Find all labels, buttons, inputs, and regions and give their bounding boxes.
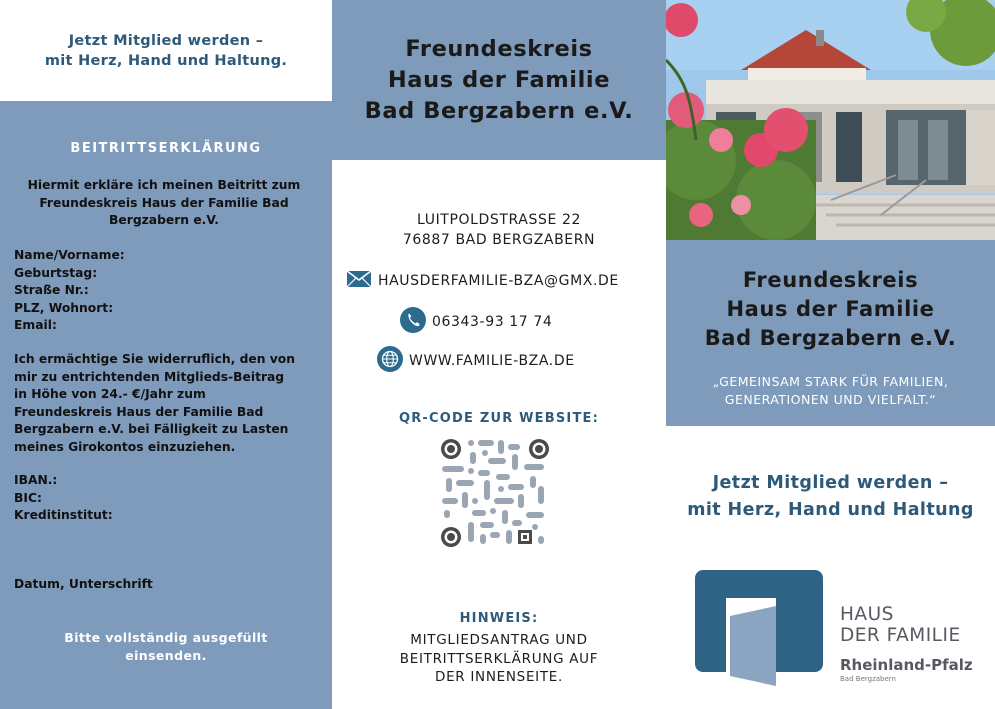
mandate-line: Bergzabern e.V. bei Fälligkeit zu Lasten (14, 422, 289, 436)
hint-line: MITGLIEDSANTRAG UND (410, 632, 588, 648)
logo-text-haus (840, 604, 961, 646)
field-bank-label: Kreditinstitut: (14, 508, 113, 522)
logo-text-town: Bad Bergzabern (840, 675, 896, 683)
field-street-label: Straße Nr.: (14, 283, 89, 297)
right-title-line-3: Bad Bergzabern e.V. (704, 326, 957, 350)
org-title-line-2: Haus der Familie (387, 66, 611, 93)
date-signature-label: Datum, Unterschrift (14, 577, 153, 591)
mandate-line: meines Girokontos einzuziehen. (14, 439, 236, 454)
tagline-line-2: mit Herz, Hand und Haltung. (44, 52, 288, 69)
door-logo-icon (690, 566, 830, 691)
org-title-line-3: Bad Bergzabern e.V. (364, 97, 634, 124)
address (332, 210, 666, 250)
quote-line-2: GENERATIONEN UND VIELFALT.“ (724, 392, 937, 407)
left-tagline-panel (0, 0, 332, 101)
right-title-line-1: Freundeskreis (742, 268, 919, 292)
qr-code-title: QR-CODE ZUR WEBSITE: (398, 411, 600, 426)
tagline-line-1: Jetzt Mitglied werden – (68, 32, 264, 49)
hint-text (332, 631, 666, 687)
hint-title: HINWEIS: (459, 611, 539, 626)
form-note-line: einsenden. (125, 648, 207, 663)
address-city: 76887 BAD BERGZABERN (402, 232, 596, 248)
logo-text-region: Rheinland-Pfalz (840, 656, 973, 674)
field-city-label: PLZ, Wohnort: (14, 300, 114, 315)
email-link[interactable]: HAUSDERFAMILIE-BZA@GMX.DE (378, 273, 619, 289)
envelope-icon (346, 270, 372, 292)
right-title-line-2: Haus der Familie (726, 297, 935, 321)
field-iban-label: IBAN.: (14, 473, 58, 487)
phone-number[interactable]: 06343-93 17 74 (432, 314, 553, 330)
right-title-panel (666, 240, 995, 426)
form-intro-line: Freundeskreis Haus der Familie Bad (39, 195, 289, 210)
org-title-line-1: Freundeskreis (405, 35, 593, 62)
hint-line: BEITRITTSERKLÄRUNG AUF (399, 650, 599, 667)
right-tagline (666, 470, 995, 524)
web-row (377, 346, 575, 376)
form-note-line: Bitte vollständig ausgefüllt (64, 630, 268, 645)
field-email-label: Email: (14, 318, 57, 332)
building-photo (666, 0, 995, 240)
middle-title-panel (332, 0, 666, 160)
quote-line-1: „GEMEINSAM STARK FÜR FAMILIEN, (712, 374, 949, 389)
right-tagline-line-1: Jetzt Mitglied werden – (712, 473, 949, 493)
right-title (666, 266, 995, 353)
globe-icon (377, 346, 403, 376)
form-intro (14, 177, 314, 230)
form-title: BEITRITTSERKLÄRUNG (70, 141, 262, 156)
contact-panel (332, 160, 666, 709)
field-name-label: Name/Vorname: (14, 248, 125, 262)
mandate-line: mir zu entrichtenden Mitglieds-Beitrag (14, 369, 285, 384)
hint-line: DER INNENSEITE. (434, 669, 564, 685)
website-link[interactable]: WWW.FAMILIE-BZA.DE (409, 353, 575, 369)
mandate-line: Ich ermächtige Sie widerruflich, den von (14, 352, 295, 366)
logo-line-1: HAUS (840, 604, 894, 625)
field-birthday-label: Geburtstag: (14, 265, 98, 280)
form-note (0, 629, 332, 665)
form-intro-line: Bergzabern e.V. (109, 213, 219, 227)
direct-debit-mandate (14, 351, 318, 456)
bank-fields (14, 472, 113, 525)
phone-icon (400, 307, 426, 337)
mandate-line: in Höhe von 24.- €/Jahr zum (14, 387, 206, 401)
mandate-line: Freundeskreis Haus der Familie Bad (14, 404, 264, 419)
qr-code-icon[interactable] (440, 438, 550, 548)
membership-form-panel (0, 101, 332, 709)
form-intro-line: Hiermit erkläre ich meinen Beitritt zum (27, 178, 301, 192)
field-bic-label: BIC: (14, 490, 42, 505)
haus-der-familie-logo (690, 566, 980, 691)
form-fields (14, 247, 125, 335)
right-tagline-line-2: mit Herz, Hand und Haltung (687, 500, 974, 520)
email-row (346, 270, 619, 292)
logo-line-2: DER FAMILIE (840, 625, 961, 646)
motto-quote (666, 373, 995, 409)
phone-row (400, 307, 552, 337)
address-street: LUITPOLDSTRASSE 22 (417, 212, 581, 228)
